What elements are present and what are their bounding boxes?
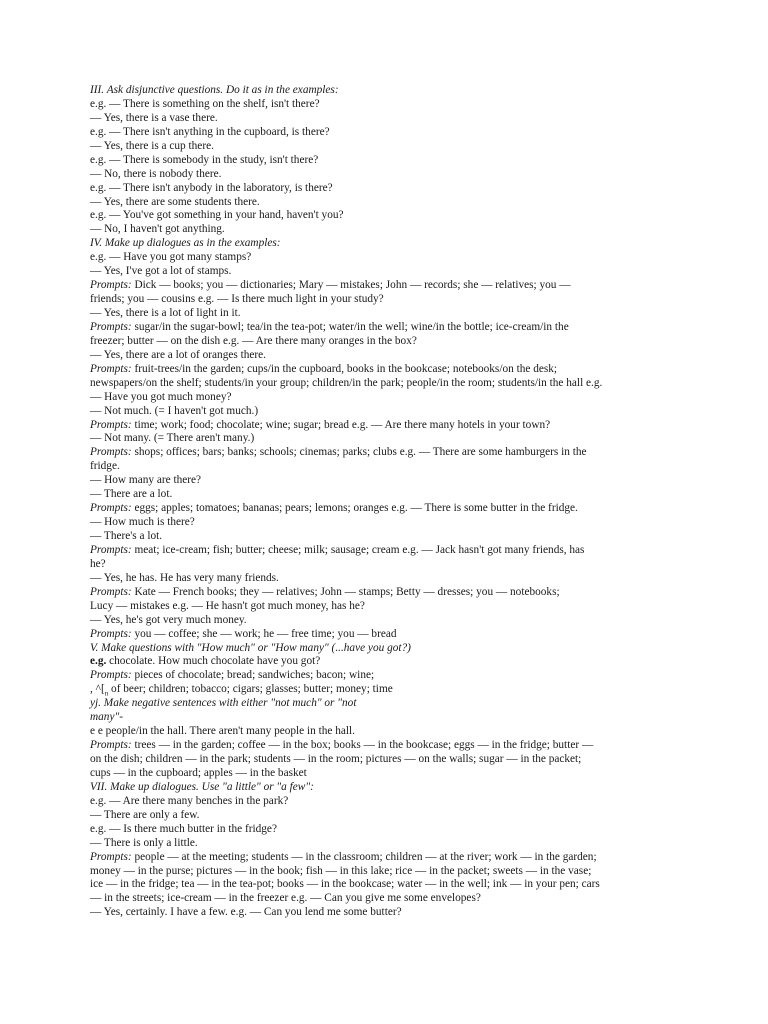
text-segment: — There's a lot. (90, 530, 163, 542)
text-line (90, 614, 670, 628)
text-segment: — How much is there? (90, 516, 195, 529)
italic-text: Prompts: (90, 418, 132, 431)
text-line (90, 865, 670, 879)
text-segment: — There are a lot. (90, 488, 173, 501)
text-segment: cups — in the cupboard; apples — in the basket (90, 766, 307, 779)
text-segment: eggs; apples; tomatoes; bananas; pears; lemons; oranges e.g. — There is some butter in the fridge. (131, 502, 578, 515)
text-segment: Kate — French books; they — relatives; John — stamps; Betty — dresses; you — notebooks; (131, 585, 560, 598)
text-line (90, 349, 670, 363)
text-segment: shops; offices; bars; banks; schools; cinemas; parks; clubs e.g. — There are some hamburgers in the (131, 446, 587, 459)
text-segment: on the dish; children — in the park; students — in the room; pictures — on the walls; sugar — in the packet; (90, 753, 582, 765)
text-line (90, 530, 670, 544)
italic-text: Prompts: (90, 543, 132, 556)
text-segment: — Have you got much money? (90, 390, 232, 403)
text-line (90, 209, 670, 223)
text-line (90, 321, 670, 335)
text-line (90, 196, 670, 210)
text-line (90, 600, 670, 614)
italic-text: Prompts: (90, 362, 132, 375)
text-line (90, 112, 670, 126)
text-line (90, 432, 670, 446)
text-segment: — Yes, I've got a lot of stamps. (90, 265, 232, 278)
italic-text: Prompts: (90, 502, 132, 515)
text-segment: , ^[ (90, 683, 105, 696)
text-segment: — Yes, he has. He has very many friends. (90, 571, 279, 584)
italic-text: yj. Make negative sentences with either "not much" or "not (90, 697, 357, 710)
text-segment: — Yes, there is a lot of light in it. (90, 307, 241, 319)
text-line (90, 655, 670, 669)
text-segment: — Yes, certainly. I have a few. e.g. — Can you lend me some butter? (90, 906, 402, 919)
text-line (90, 460, 670, 474)
text-line (90, 906, 670, 920)
text-line (90, 572, 670, 586)
italic-text: IV. Make up dialogues as in the examples: (90, 237, 281, 250)
text-line (90, 126, 670, 140)
italic-text: Prompts: (90, 850, 132, 863)
text-segment: meat; ice-cream; fish; butter; cheese; milk; sausage; cream e.g. — Jack hasn't got many friends, has (131, 543, 585, 556)
text-segment: ice — in the fridge; tea — in the tea-pot; books — in the bookcase; water — in the well; ink — in your pen; cars (90, 878, 600, 891)
text-segment: e.g. — There isn't anybody in the laboratory, is there? (90, 181, 333, 194)
text-line (90, 335, 670, 349)
text-segment: sugar/in the sugar-bowl; tea/in the tea-pot; water/in the well; wine/in the bottle; ice-cream/in the (131, 320, 569, 333)
text-segment: n (104, 689, 109, 698)
text-segment: time; work; food; chocolate; wine; sugar; bread e.g. — Are there many hotels in your town? (131, 418, 551, 431)
text-line (90, 98, 670, 112)
text-line (90, 405, 670, 419)
text-segment: you — coffee; she — work; he — free time; you — bread (131, 627, 397, 640)
text-segment: — No, I haven't got anything. (90, 223, 225, 236)
text-line (90, 683, 670, 697)
text-line (90, 391, 670, 405)
text-segment: — There is only a little. (90, 836, 198, 849)
text-line (90, 781, 670, 795)
text-line (90, 377, 670, 391)
text-line (90, 544, 670, 558)
text-segment: e.g. — There is somebody in the study, isn't there? (90, 153, 319, 166)
text-segment: trees — in the garden; coffee — in the box; books — in the bookcase; eggs — in the fridge; butter — (131, 739, 594, 752)
italic-text: VII. Make up dialogues. Use "a little" or "a few": (90, 780, 314, 793)
text-line (90, 307, 670, 321)
italic-text: many"- (90, 711, 123, 724)
text-line (90, 767, 670, 781)
text-segment: e.g. — There isn't anything in the cupboard, is there? (90, 125, 330, 138)
text-line (90, 446, 670, 460)
text-segment: newspapers/on the shelf; students/in your group; children/in the park; people/in the room; students/in the hall e.g. (90, 376, 603, 389)
text-line (90, 586, 670, 600)
text-line (90, 168, 670, 182)
text-line (90, 697, 670, 711)
text-segment: — Not many. (= There aren't many.) (90, 432, 255, 445)
text-line (90, 837, 670, 851)
text-segment: fridge. (90, 460, 120, 473)
text-line (90, 558, 670, 572)
text-segment: — in the streets; ice-cream — in the freezer e.g. — Can you give me some envelopes? (90, 892, 481, 905)
text-line (90, 878, 670, 892)
text-line (90, 279, 670, 293)
text-line (90, 363, 670, 377)
text-line (90, 502, 670, 516)
text-segment: — Yes, there are a lot of oranges there. (90, 348, 266, 361)
text-segment: — How many are there? (90, 474, 202, 487)
text-line (90, 265, 670, 279)
text-segment: — No, there is nobody there. (90, 167, 222, 180)
text-segment: — There are only a few. (90, 808, 200, 821)
italic-text: Prompts: (90, 320, 132, 333)
text-segment: e e people/in the hall. There aren't many people in the hall. (90, 725, 356, 738)
text-line (90, 809, 670, 823)
text-segment: e.g. — Have you got many stamps? (90, 251, 252, 264)
text-segment: — Yes, he's got very much money. (90, 613, 247, 626)
text-line (90, 642, 670, 656)
text-line (90, 140, 670, 154)
text-line (90, 892, 670, 906)
italic-text: V. Make questions with "How much" or "How many" (...have you got?) (90, 641, 411, 654)
text-segment: — Yes, there is a cup there. (90, 139, 214, 152)
text-line (90, 628, 670, 642)
text-line (90, 753, 670, 767)
text-segment: e.g. — Are there many benches in the park? (90, 794, 289, 807)
text-line (90, 154, 670, 168)
italic-text: Prompts: (90, 739, 132, 752)
text-line (90, 669, 670, 683)
italic-text: Prompts: (90, 627, 132, 640)
text-line (90, 823, 670, 837)
text-segment: — Not much. (= I haven't got much.) (90, 404, 259, 417)
text-segment: money — in the purse; pictures — in the book; fish — in this lake; rice — in the packet; sweets — in the vase; (90, 864, 592, 877)
text-line (90, 84, 670, 98)
text-line (90, 237, 670, 251)
text-segment: fruit-trees/in the garden; cups/in the cupboard, books in the bookcase; notebooks/on the desk; (131, 362, 558, 375)
italic-text: III. Ask disjunctive questions. Do it as in the examples: (90, 84, 339, 96)
text-segment: — Yes, there is a vase there. (90, 111, 218, 124)
text-segment: he? (90, 557, 106, 570)
text-line (90, 251, 670, 265)
italic-text: Prompts: (90, 446, 132, 459)
text-line (90, 725, 670, 739)
text-line (90, 739, 670, 753)
text-segment: pieces of chocolate; bread; sandwiches; bacon; wine; (131, 669, 375, 682)
text-line (90, 293, 670, 307)
document-page (90, 84, 670, 920)
text-segment: freezer; butter — on the dish e.g. — Are there many oranges in the box? (90, 334, 417, 347)
text-segment: chocolate. How much chocolate have you got? (106, 655, 321, 668)
text-segment: e.g. — Is there much butter in the fridge? (90, 822, 277, 835)
bold-text: e.g. (90, 655, 107, 668)
text-line (90, 419, 670, 433)
text-line (90, 182, 670, 196)
text-segment: e.g. — You've got something in your hand, haven't you? (90, 209, 344, 222)
text-segment: Lucy — mistakes e.g. — He hasn't got much money, has he? (90, 599, 365, 612)
text-line (90, 474, 670, 488)
text-segment: of beer; children; tobacco; cigars; glasses; butter; money; time (108, 683, 393, 696)
text-line (90, 795, 670, 809)
text-segment: people — at the meeting; students — in the classroom; children — at the river; work — in the garden; (131, 850, 597, 863)
text-line (90, 516, 670, 530)
italic-text: Prompts: (90, 669, 132, 682)
text-line (90, 488, 670, 502)
text-segment: friends; you — cousins e.g. — Is there much light in your study? (90, 293, 384, 306)
text-line (90, 223, 670, 237)
italic-text: Prompts: (90, 279, 132, 292)
text-segment: Dick — books; you — dictionaries; Mary — mistakes; John — records; she — relatives; you — (131, 279, 571, 292)
text-line (90, 711, 670, 725)
italic-text: Prompts: (90, 585, 132, 598)
text-segment: e.g. — There is something on the shelf, isn't there? (90, 97, 320, 110)
text-segment: — Yes, there are some students there. (90, 195, 260, 208)
text-line (90, 851, 670, 865)
